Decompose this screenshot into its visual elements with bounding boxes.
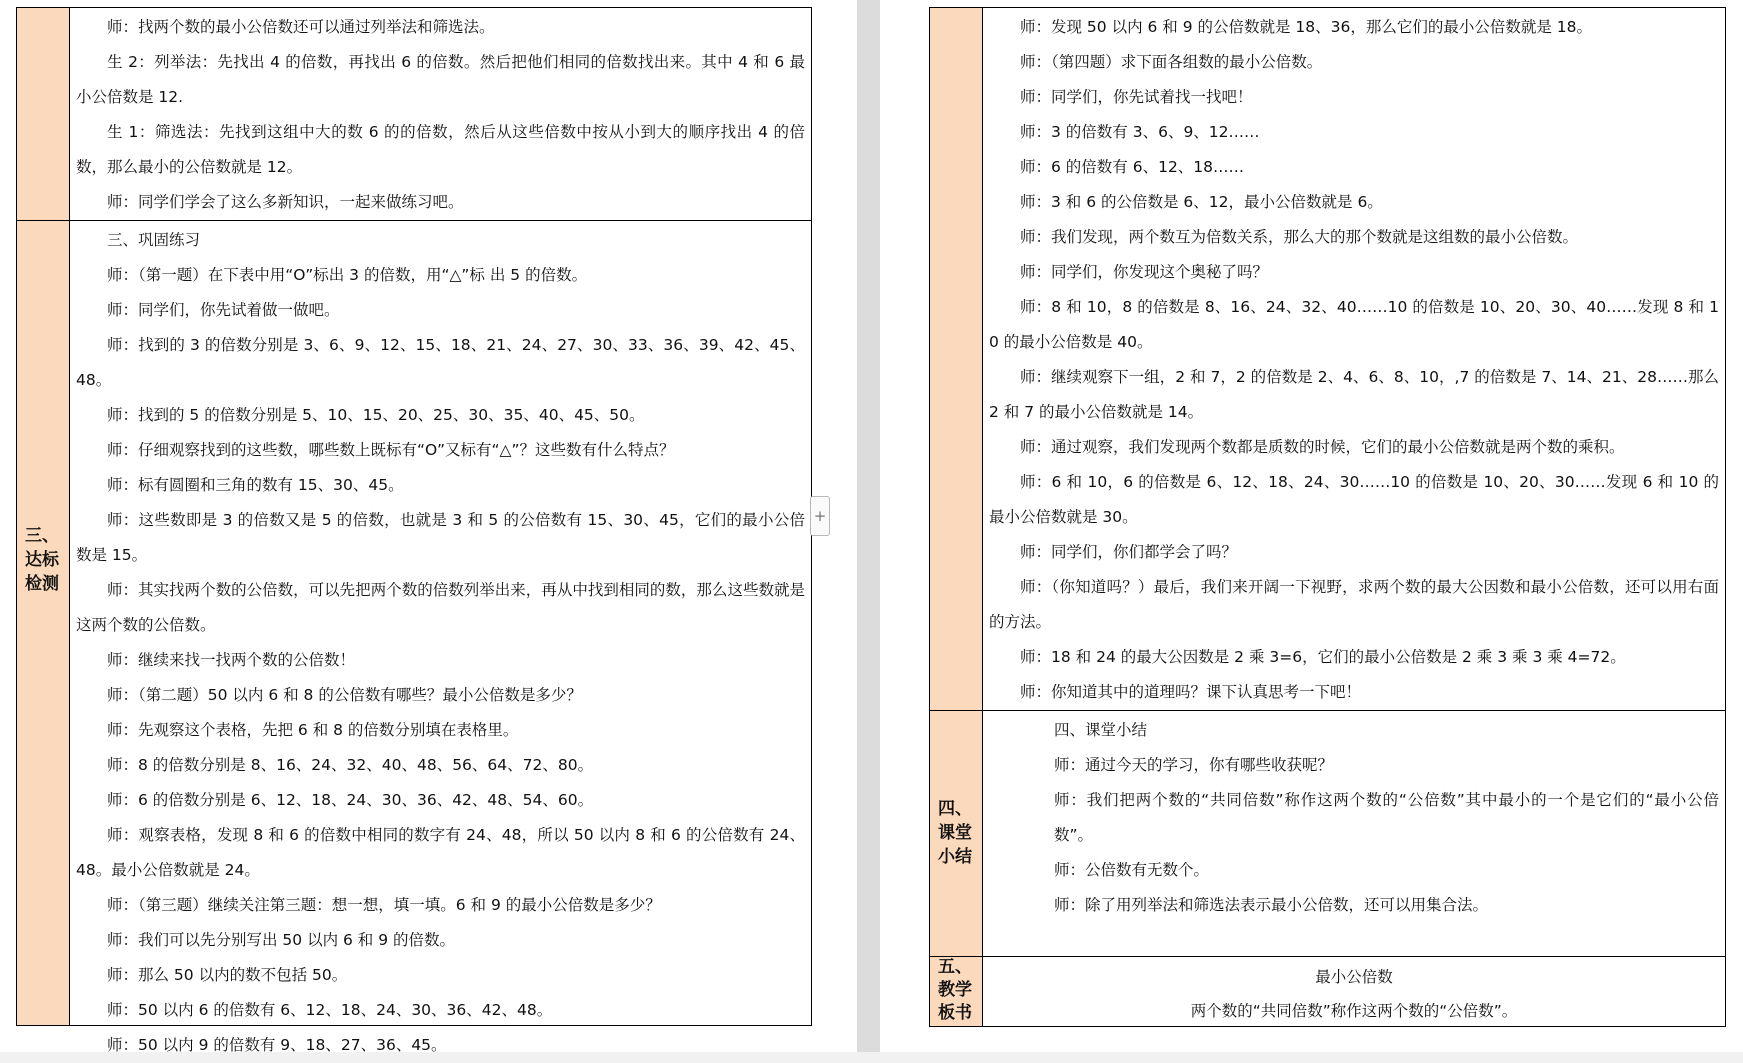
row-content-cell [983, 957, 1725, 1026]
row-label-cell [930, 8, 983, 710]
label-line: 板书 [938, 1003, 972, 1023]
paragraph: 师：6 的倍数分别是 6、12、18、24、30、36、42、48、54、60。 [107, 791, 594, 809]
paragraph: 师：找到的 5 的倍数分别是 5、10、15、20、25、30、35、40、45、50。 [107, 406, 645, 424]
paragraph: 师：8 的倍数分别是 8、16、24、32、40、48、56、64、72、80。 [107, 756, 594, 774]
row-content-cell [983, 8, 1725, 710]
paragraph: 师：（你知道吗？）最后，我们来开阔一下视野，求两个数的最大公因数和最小公倍数，还可以用右面的方法。 [989, 578, 1719, 631]
label-line: 课堂 [938, 823, 972, 843]
paragraph: 师：3 的倍数有 3、6、9、12…… [1020, 123, 1260, 141]
paragraph: 师：找到的 3 的倍数分别是 3、6、9、12、15、18、21、24、27、30、33、36、39、42、45、48。 [76, 336, 805, 389]
paragraph: 师：18 和 24 的最大公因数是 2 乘 3=6，它们的最小公倍数是 2 乘 3 乘 3 乘 4=72。 [1020, 648, 1626, 666]
section-heading: 三、巩固练习 [107, 231, 201, 249]
paragraph: 师：我们发现，两个数互为倍数关系，那么大的那个数就是这组数的最小公倍数。 [1020, 228, 1579, 246]
row-content-cell [983, 711, 1725, 956]
paragraph: 师：继续观察下一组，2 和 7，2 的倍数是 2、4、6、8、10，,7 的倍数是 7、14、21、28……那么 2 和 7 的最小公倍数就是 14。 [989, 368, 1719, 421]
paragraph: 师：公倍数有无数个。 [1054, 861, 1210, 879]
label-line: 小结 [938, 847, 972, 867]
row-content-cell [70, 8, 811, 220]
paragraph: 师：50 以内 6 的倍数有 6、12、18、24、30、36、42、48。 [107, 1001, 553, 1019]
row-label-cell [930, 957, 983, 1026]
paragraph: 师：3 和 6 的公倍数是 6、12，最小公倍数就是 6。 [1020, 193, 1383, 211]
section-heading: 四、课堂小结 [1054, 721, 1148, 739]
label-line: 三、 [25, 526, 59, 546]
paragraph: 师：（第四题）求下面各组数的最小公倍数。 [1020, 53, 1323, 71]
paragraph: 师：除了用列举法和筛选法表示最小公倍数，还可以用集合法。 [1054, 896, 1489, 914]
paragraph: 师：这些数即是 3 的倍数又是 5 的倍数，也就是 3 和 5 的公倍数有 15、30、45，它们的最小公倍数是 15。 [76, 511, 805, 564]
paragraph: 师：6 和 10，6 的倍数是 6、12、18、24、30……10 的倍数是 10、20、30……发现 6 和 10 的最小公倍数就是 30。 [989, 473, 1719, 526]
table-row-continued [16, 7, 812, 221]
row-label-cell [17, 8, 70, 220]
label-line: 五、 [938, 957, 972, 977]
paragraph: 师：同学们，你们都学会了吗？ [1020, 543, 1238, 561]
paragraph: 生 1：筛选法：先找到这组中大的数 6 的的倍数，然后从这些倍数中按从小到大的顺序找出 4 的倍数，那么最小的公倍数就是 12。 [76, 123, 805, 176]
row-label-cell [17, 221, 70, 1025]
paragraph: 师：其实找两个数的公倍数，可以先把两个数的倍数列举出来，再从中找到相同的数，那么这些数就是这两个数的公倍数。 [76, 581, 805, 634]
paragraph: 师：同学们，你先试着做一做吧。 [107, 301, 340, 319]
label-line: 检测 [25, 574, 59, 594]
paragraph: 师：我们可以先分别写出 50 以内 6 和 9 的倍数。 [107, 931, 456, 949]
row-label-assessment [25, 524, 67, 596]
table-row-blackboard [929, 956, 1726, 1027]
page-gutter [857, 0, 880, 1052]
paragraph: 师：（第二题）50 以内 6 和 8 的公倍数有哪些？最小公倍数是多少？ [107, 686, 582, 704]
paragraph: 师：发现 50 以内 6 和 9 的公倍数就是 18、36，那么它们的最小公倍数就是 18。 [1020, 18, 1593, 36]
paragraph: 师：通过观察，我们发现两个数都是质数的时候，它们的最小公倍数就是两个数的乘积。 [1020, 438, 1625, 456]
label-line: 教学 [938, 980, 972, 1000]
table-row-continued [929, 7, 1726, 711]
label-line: 达标 [25, 550, 59, 570]
blackboard-line: 两个数的“共同倍数”称作这两个数的“公倍数”。 [1190, 1002, 1518, 1020]
paragraph: 师：通过今天的学习，你有哪些收获呢？ [1054, 756, 1334, 774]
paragraph: 师：标有圆圈和三角的数有 15、30、45。 [107, 476, 404, 494]
paragraph: 师：（第一题）在下表中用“O”标出 3 的倍数，用“△”标 出 5 的倍数。 [107, 266, 588, 284]
row-label-cell [930, 711, 983, 956]
paragraph: 师：仔细观察找到的这些数，哪些数上既标有“O”又标有“△”？这些数有什么特点？ [107, 441, 675, 459]
paragraph: 师：观察表格，发现 8 和 6 的倍数中相同的数字有 24、48，所以 50 以内 8 和 6 的公倍数有 24、48。最小公倍数就是 24。 [76, 826, 805, 879]
paragraph: 师：我们把两个数的“共同倍数”称作这两个数的“公倍数”其中最小的一个是它们的“最小公倍数”。 [1054, 791, 1719, 844]
row-label-blackboard [938, 956, 980, 1025]
paragraph: 生 2：列举法：先找出 4 的倍数，再找出 6 的倍数。然后把他们相同的倍数找出来。其中 4 和 6 最小公倍数是 12. [76, 53, 805, 106]
label-line: 四、 [938, 799, 972, 819]
paragraph: 师：（第三题）继续关注第三题：想一想，填一填。6 和 9 的最小公倍数是多少？ [107, 896, 661, 914]
table-row-assessment [16, 220, 812, 1054]
expand-button[interactable]: + [810, 496, 830, 536]
paragraph: 师：同学们，你发现这个奥秘了吗？ [1020, 263, 1269, 281]
paragraph: 师：同学们，你先试着找一找吧！ [1020, 88, 1253, 106]
row-label-summary [938, 797, 980, 869]
paragraph: 师：同学们学会了这么多新知识，一起来做练习吧。 [107, 193, 464, 211]
paragraph: 师：你知道其中的道理吗？课下认真思考一下吧！ [1020, 683, 1362, 701]
paragraph: 师：6 的倍数有 6、12、18…… [1020, 158, 1245, 176]
blackboard-title: 最小公倍数 [1315, 968, 1393, 986]
paragraph: 师：先观察这个表格，先把 6 和 8 的倍数分别填在表格里。 [107, 721, 519, 739]
paragraph: 师：继续来找一找两个数的公倍数！ [107, 651, 356, 669]
paragraph: 师：那么 50 以内的数不包括 50。 [107, 966, 348, 984]
row-content-cell [70, 221, 811, 1054]
paragraph: 师：50 以内 9 的倍数有 9、18、27、36、45。 [107, 1036, 447, 1054]
table-row-summary [929, 710, 1726, 957]
paragraph: 师：找两个数的最小公倍数还可以通过列举法和筛选法。 [107, 18, 495, 36]
paragraph: 师：8 和 10，8 的倍数是 8、16、24、32、40……10 的倍数是 10、20、30、40……发现 8 和 10 的最小公倍数是 40。 [989, 298, 1719, 351]
